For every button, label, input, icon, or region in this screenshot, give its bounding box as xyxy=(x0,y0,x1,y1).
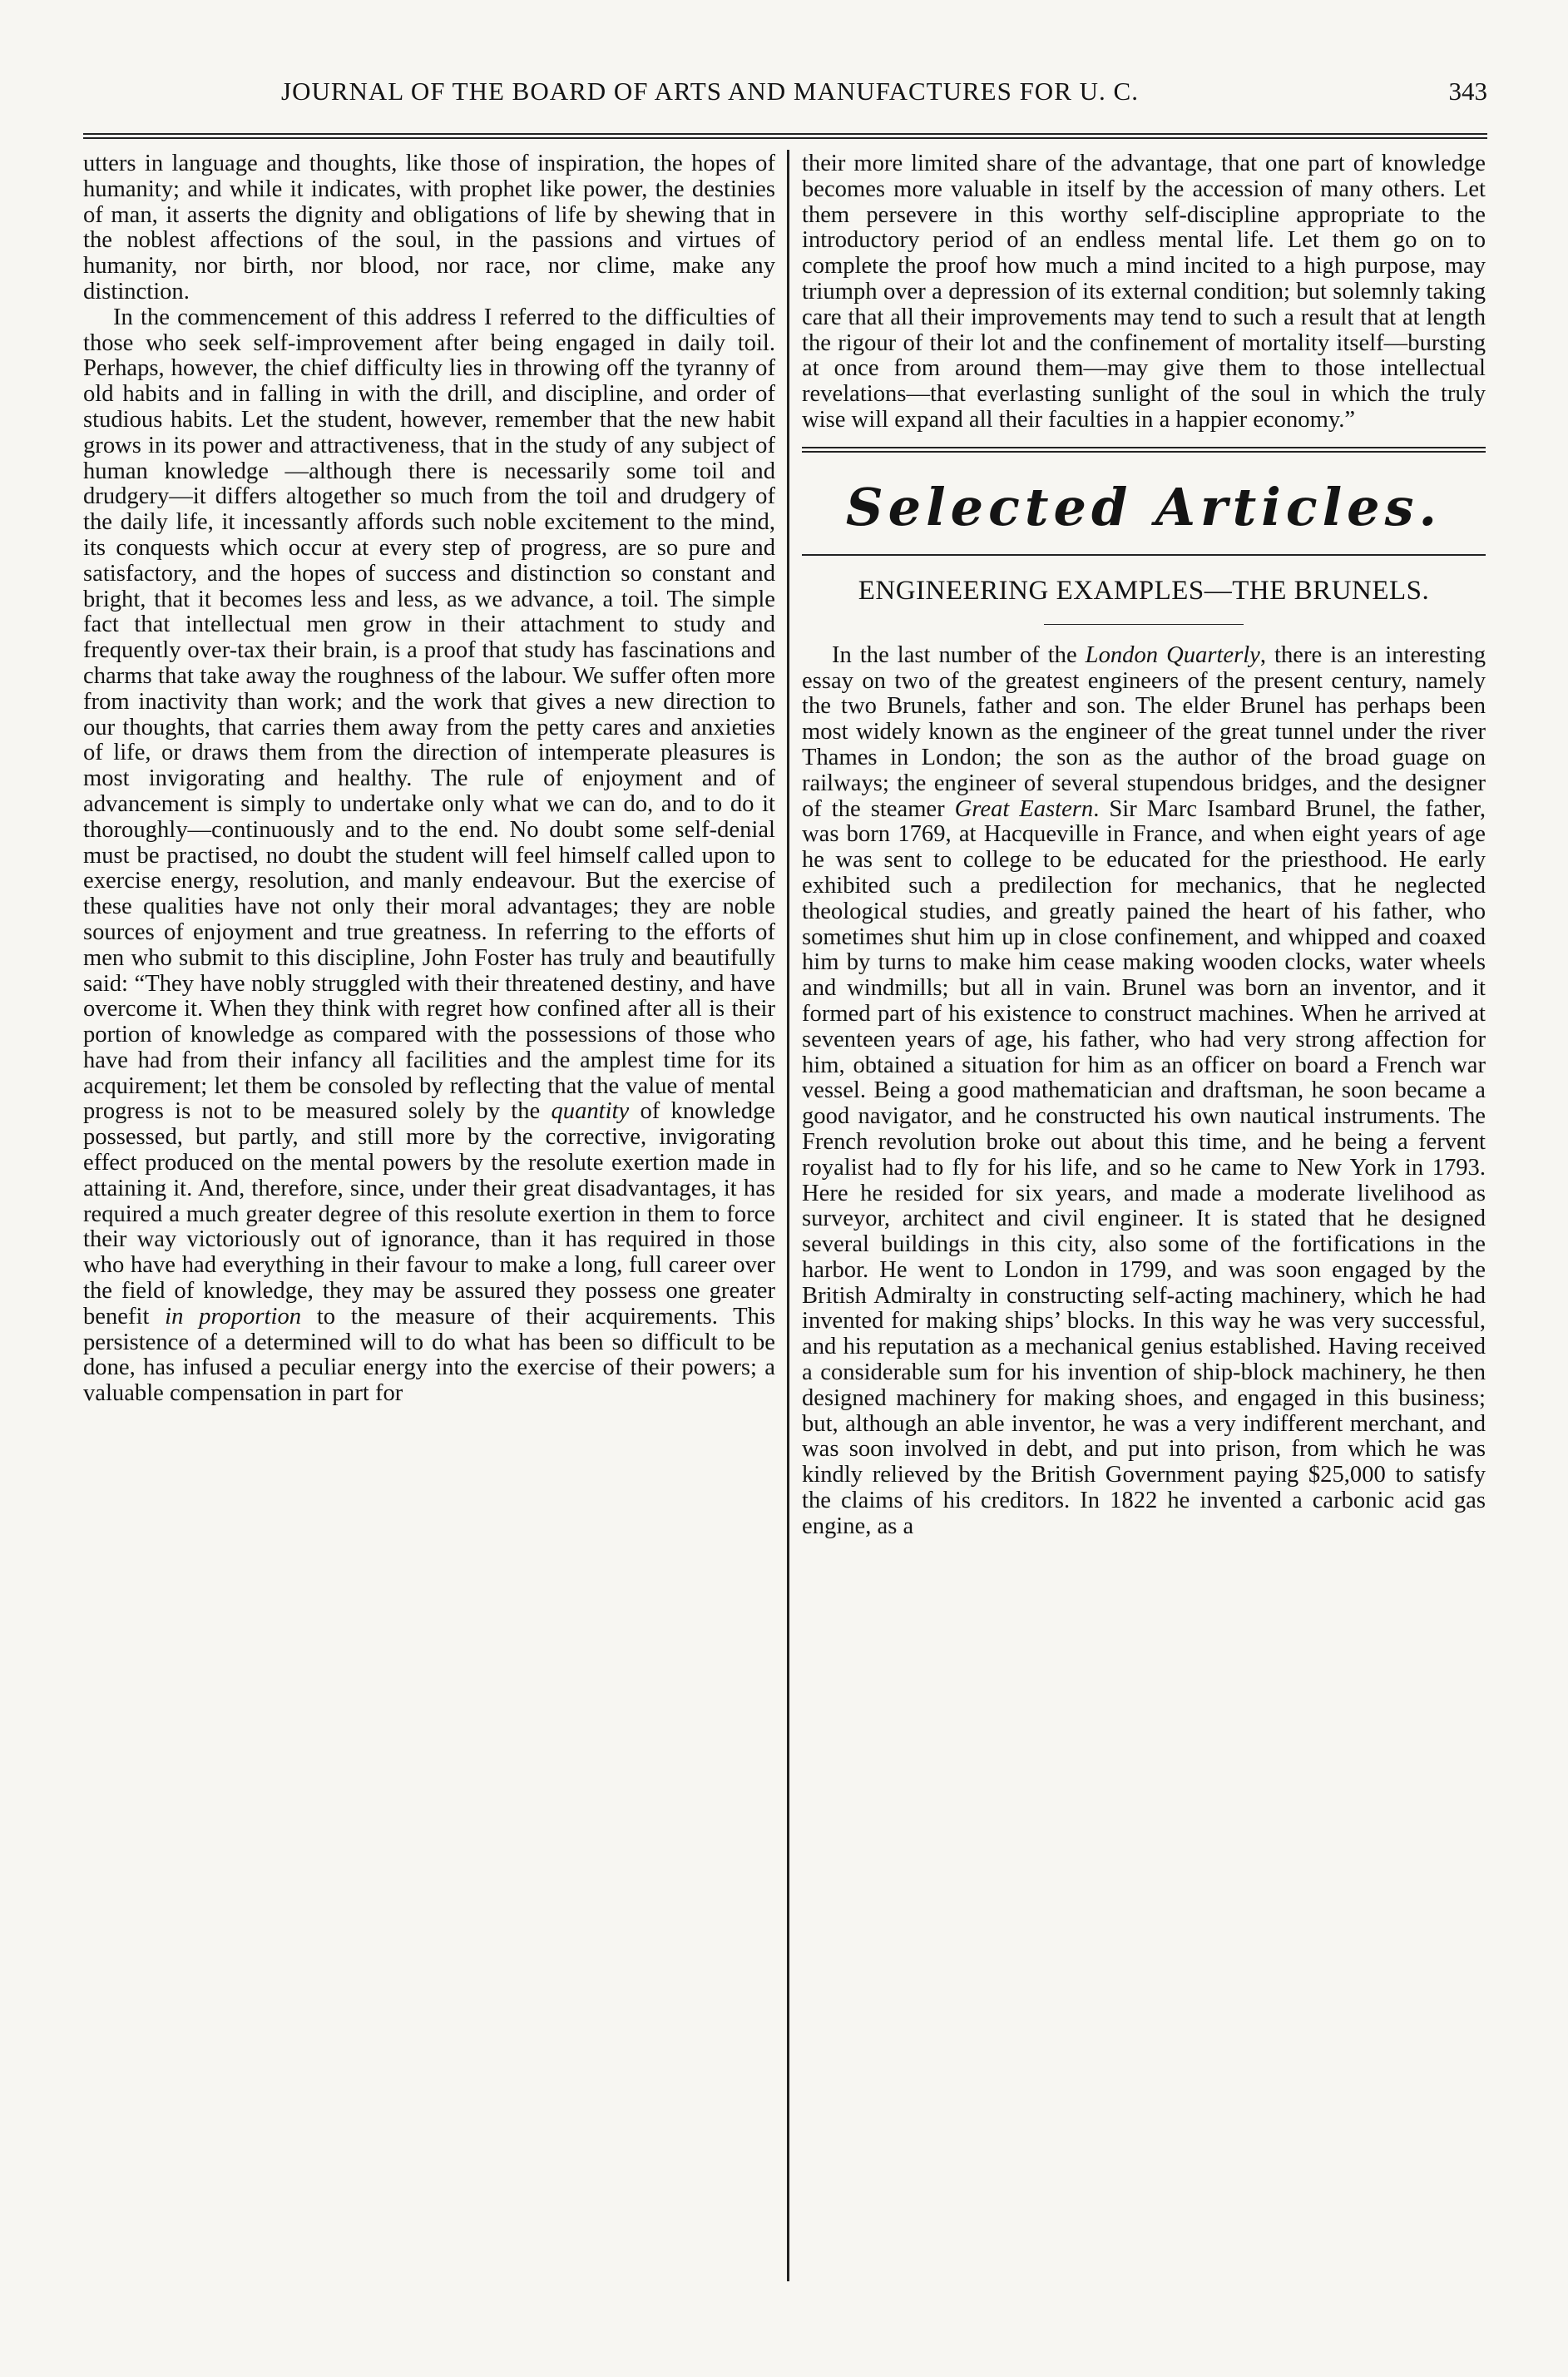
header-rule xyxy=(83,133,1487,139)
page-header xyxy=(73,77,1487,118)
italic-text: London Quarterly xyxy=(1085,641,1260,668)
text-run: . Sir Marc Isambard Brunel, the father, was born 1769, at Hacqueville in France, and when eight years of age he was sent to college to be educated for the priesthood. He early exhibited such a predilection for mechanics, that he neglected theological studies, and greatly pained the heart of his father, who sometimes shut him up in close confinement, and whipped and coaxed him by turns to make him cease making wooden clocks, water wheels and windmills; but all in vain. Brunel was born an inventor, and it formed part of his existence to construct machines. When he arrived at seventeen years of age, his father, who had very strong affection for him, obtained a situation for him as an officer on board a French war vessel. Being a good mathematician and draftsman, he soon became a good navigator, and he constructed his own nautical instruments. The French revolution broke out about this time, and he being a fervent royalist had to fly for his life, and so he came to New York in 1793. Here he resided for six years, and made a moderate livelihood as surveyor, architect and civil engineer. It is stated that he designed several buildings in this city, also some of the fortifications in the harbor. He went to London in 1799, and was soon engaged by the British Admiralty in constructing self-acting machinery, which he had invented for making ships’ blocks. In this way he was very successful, and his reputation as a mechanical genius established. Having received a considerable sum for his invention of ship-block machinery, he then designed machinery for making shoes, and engaged in this business; but, although an able inventor, he was a very indifferent merchant, and was soon involved in debt, and put into prison, from which he was kindly relieved by the British Government paying $25,000 to satisfy the claims of his creditors. In 1822 he invented a carbonic acid gas engine, as a xyxy=(802,795,1486,1539)
section-heading: Selected Articles. xyxy=(845,476,1442,537)
right-column xyxy=(802,151,1486,1540)
paragraph xyxy=(802,643,1486,1540)
text-run: to the measure of their acquirements. This persistence of a determined will to do what has been so difficult to be done, has infused a peculiar energy into the exercise of their powers; a valuable compensation in part for xyxy=(83,1303,775,1407)
left-column xyxy=(83,151,775,1407)
italic-text: in proportion xyxy=(165,1303,302,1330)
column-divider xyxy=(787,150,789,2281)
paragraph: their more limited share of the advantage, that one part of knowledge becomes more valuable in itself by the accession of many others. Let them persevere in this worthy self-discipline appropriate to the introductory period of an endless mental life. Let them go on to complete the proof how much a mind incited to a high purpose, may triumph over a depression of its external condition; but solemnly taking care that all their improvements may tend to such a result that at length the rigour of their lot and the confinement of mortality itself—bursting at once from around them—may give them to those intellectual revelations—that everlasting sunlight of the soul in which the truly wise will expand all their faculties in a happier economy.” xyxy=(802,151,1486,433)
text-run: In the last number of the xyxy=(832,641,1086,668)
italic-text: quantity xyxy=(551,1098,630,1125)
running-head: JOURNAL OF THE BOARD OF ARTS AND MANUFACTURES FOR U. C. xyxy=(281,77,1139,106)
text-run: of knowledge possessed, but partly, and still more by the corrective, invigorating effect produced on the mental powers by the resolute exertion made in attaining it. And, therefore, since, under their great disadvantages, it has required a much greater degree of this resolute exertion in them to force their way victoriously out of ignorance, than it has required in those who have had everything in their favour to make a long, full career over the field of knowledge, they may be assured they possess one greater benefit xyxy=(83,1098,775,1330)
section-rule xyxy=(802,447,1486,453)
page-number: 343 xyxy=(1448,77,1487,106)
text-run: In the commencement of this address I referred to the difficulties of those who seek self-improvement after being engaged in daily toil. Perhaps, however, the chief difficulty lies in throwing off the tyranny of old habits and in falling in with the drill, and discipline, and order of studious habits. Let the student, however, remember that the new habit grows in its power and attractiveness, that in the study of any subject of human knowledge —although there is necessarily some toil and drudgery—it differs altogether so much from the toil and drudgery of the daily life, it incessantly affords such noble excitement to the mind, its conquests which occur at every step of progress, are so pure and satisfactory, and the hopes of success and distinction so constant and bright, that it becomes less and less, as we advance, a toil. The simple fact that intellectual men grow in their attachment to study and frequently over-tax their brain, is a proof that study has fascinations and charms that take away the roughness of the labour. We suffer often more from inactivity than work; and the work that gives a new direction to our thoughts, that carries them away from the petty cares and anxieties of life, or draws them from the direction of intemperate pleasures is most invigorating and healthy. The rule of enjoyment and of advancement is simply to undertake only what we can do, and to do it thoroughly—continuously and to the end. No doubt some self-denial must be practised, no doubt the student will feel himself called upon to exercise energy, resolution, and manly endeavour. But the exercise of these qualities have not only their moral advantages; they are noble sources of enjoyment and true greatness. In referring to the efforts of men who submit to this discipline, John Foster has truly and beautifully said: “They have nobly struggled with their threatened destiny, and have overcome it. When they think with regret how confined after all is their portion of knowledge as compared with the possessions of those who have had from their infancy all facilities and the amplest time for its acquirement; let them be consoled by reflecting that the value of mental progress is not to be measured solely by the xyxy=(83,304,775,1125)
paragraph: utters in language and thoughts, like those of inspiration, the hopes of humanity; and while it indicates, with prophet like power, the destinies of man, it asserts the dignity and obligations of life by shewing that in the noblest affections of the soul, in the passions and virtues of humanity, nor birth, nor blood, nor race, nor clime, make any distinction. xyxy=(83,151,775,305)
paragraph xyxy=(83,305,775,1407)
text-run: , there is an interesting essay on two of the greatest engineers of the present century, namely the two Brunels, father and son. The elder Brunel has perhaps been most widely known as the engineer of the great tunnel under the river Thames in London; the son as the author of the broad guage on railways; the engineer of several stupendous bridges, and the designer of the steamer xyxy=(802,641,1486,822)
article-title: ENGINEERING EXAMPLES—THE BRUNELS. xyxy=(858,575,1430,606)
heading-rule xyxy=(802,554,1486,556)
title-rule xyxy=(1044,624,1244,625)
italic-text: Great Eastern xyxy=(954,795,1094,822)
